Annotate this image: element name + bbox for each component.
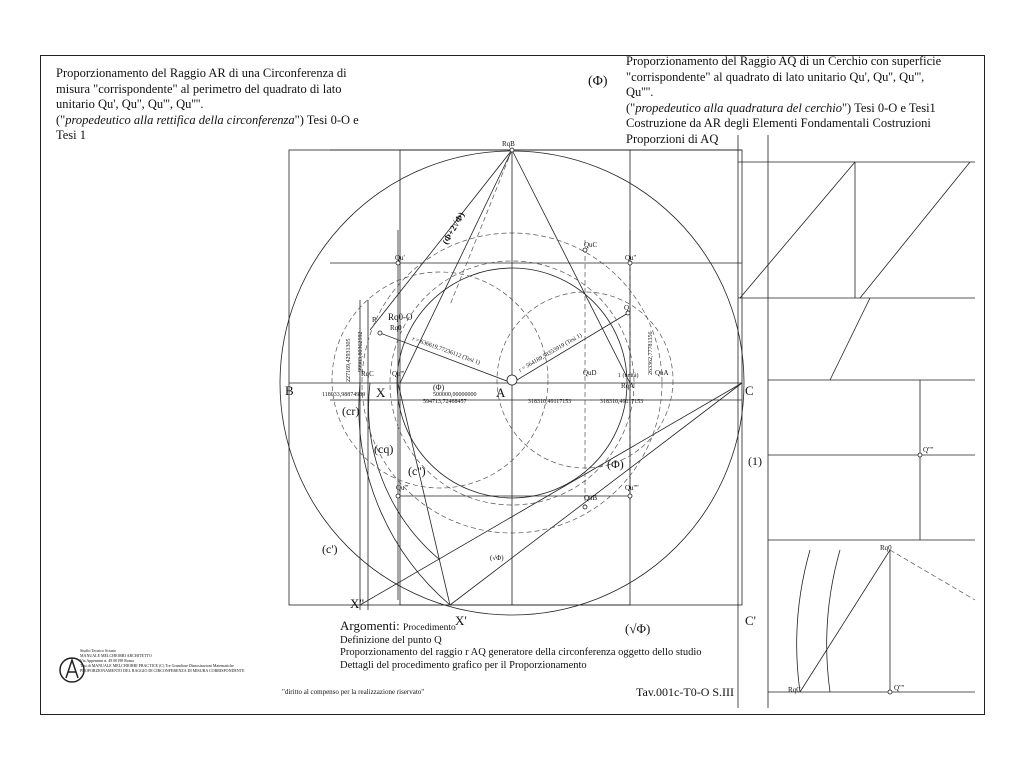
panel-diag2 [860,162,970,298]
title-right-line2: "corrispondente" al quadrato di lato unitario Qu', Qu'', Qu''', [626,69,925,84]
studio-line5: PROPORZIONAMENTO DEL RAGGIO DI CIRCONFERENZA DI MISURA CORRISPONDENTE [80,668,245,673]
label-a: A [496,385,506,400]
label-qu3: Qu''' [396,484,409,492]
label-b: B [285,383,294,398]
title-left-post: ") Tesi 0-O e [294,112,359,127]
arguments-block [340,620,702,672]
label-rq0o: Rq0-O [388,312,413,322]
label-one-unit: 1 (unità) [618,373,639,379]
arguments-subtitle: Procedimento [402,623,456,633]
title-left-line3: unitario Qu', Qu'', Qu''', Qu''''. [56,97,204,111]
title-left-line1: Proporzionamento del Raggio AR di una Circonferenza di [56,66,347,80]
label-phi-paren: (Φ) [433,383,445,392]
title-right-line1: Proporzionamento del Raggio AQ di un Cerchio con superficie [626,54,942,68]
panel-diag4 [800,550,890,692]
label-rq0: Rq0 [390,324,402,332]
label-rqa: RqA [621,382,635,390]
arguments-heading [340,620,702,635]
label-c-prime: C' [745,613,757,628]
qu4-marker [628,494,632,498]
diagonal-x1 [398,383,450,605]
arguments-item1: Definizione del punto Q [340,634,442,646]
label-cq: (cq) [374,442,394,456]
label-c: C [745,383,754,398]
panel-arc2 [827,550,840,692]
studio-line4: Tesi di MANUALE MELCHIORRI PRACTICE (C) Tre Grandiose Dimostrazioni Matematiche [80,663,234,668]
dim-d5: 318310,49117153 [600,399,644,405]
dim-d1: 118033,98874989 [322,392,366,398]
studio-line3: Via Appennini n. 49 00198 Roma [80,658,134,663]
label-x-dprime: X'' [350,596,365,611]
rq0-marker [378,331,382,335]
label-c1: (c') [322,542,338,556]
triangle-left [400,150,512,383]
qu3-marker [396,494,400,498]
phi-top-label: (Φ) [588,74,608,89]
label-q: Q [624,304,630,312]
arc-c1 [359,383,450,605]
panel-diag1 [740,162,855,298]
label-qub: QuB [584,494,598,502]
dim-v1: 227169,42931305 [346,338,352,382]
title-left-line2: misura "corrispondente" al perimetro del quadrato di lato [56,81,342,96]
studio-line2: MANUALE MELCHIORRI ARCHITETTO [80,653,152,658]
label-rqc-side: RqC [788,686,801,694]
footer-note: "diritto al compenso per la realizzazione riservato" [282,688,425,696]
label-qu1: Qu' [395,254,405,262]
arguments-title: Argomenti: [340,618,400,633]
dim-d2: 500000,00000000 [433,392,477,398]
label-qu3-axis: Qu''' [392,370,405,378]
title-left-italic: propedeutico alla rettifica della circonferenza [65,112,295,127]
label-q4-side: Q'''' [923,446,934,454]
panel-arc1 [797,550,810,692]
dim-r1: r = 636619,77236112 (Tesi 1) [411,336,481,367]
title-left-line5: Tesi 1 [56,128,87,142]
label-r: R [372,316,377,324]
q4-side-marker [918,453,922,457]
dim-v3: 263362,77781356 [648,331,654,375]
title-right-post: ") Tesi 0-O e Tesi1 [841,100,936,115]
title-right-pre: (" [626,100,636,115]
rqb-marker [510,148,514,152]
studio-info [80,648,280,673]
q4-bottom-marker [888,690,892,694]
arguments-item2: Proporzionamento del raggio r AQ generatore della circonferenza oggetto dello studio [340,647,702,658]
panel-diag3 [830,298,870,380]
label-qud: QuD [583,369,597,377]
label-one-paren: (1) [748,454,762,468]
label-sqrt-phi-small: (√Φ) [490,554,504,562]
label-qu4: Qu'''' [625,484,639,492]
label-phi-center: (Φ) [607,457,624,471]
table-id: Tav.001c-T0-O S.III [636,685,735,699]
label-rqb: RqB [502,140,515,148]
title-left-pre: (" [56,112,66,127]
dim-r2: r = 564189,58353919 (Tesi 1) [518,332,584,374]
label-c2: (c'') [408,464,426,478]
center-a-marker [507,375,517,385]
label-rq0-side: Rq0 [880,544,892,552]
label-quc: QuC [584,241,598,249]
label-qu2: Qu'' [625,254,637,262]
title-right-line5: Costruzione da AR degli Elementi Fondamentali Costruzioni [626,116,931,130]
panel-dash1 [890,550,975,600]
dim-d3: 594713,72468457 [423,399,467,405]
qub-marker [583,505,587,509]
label-x: X [376,385,386,400]
label-x-prime: X' [455,613,467,628]
label-cr: (cr) [342,404,360,418]
title-right-line3: Qu''''. [626,85,654,99]
label-sqrt-phi: (√Φ) [625,621,651,636]
label-q4-bottom: Q'''' [894,684,905,692]
dim-d4: 318310,49117153 [528,399,572,405]
arguments-item3: Dettagli del procedimento grafico per il Proporzionamento [340,659,587,671]
title-right-line6: Proporzioni di AQ [626,131,719,146]
studio-line1: Studio Tecnico Sciano [80,648,116,653]
triangle-right [512,150,630,383]
label-qua: QuA [655,369,669,377]
dim-v2: 99983,80362592 [358,331,364,372]
label-phi-phi: (Φ+2√Φ) [440,210,467,246]
label-rqc: RqC [361,370,374,378]
title-right-italic: propedeutico alla quadratura del cerchio [635,100,842,115]
